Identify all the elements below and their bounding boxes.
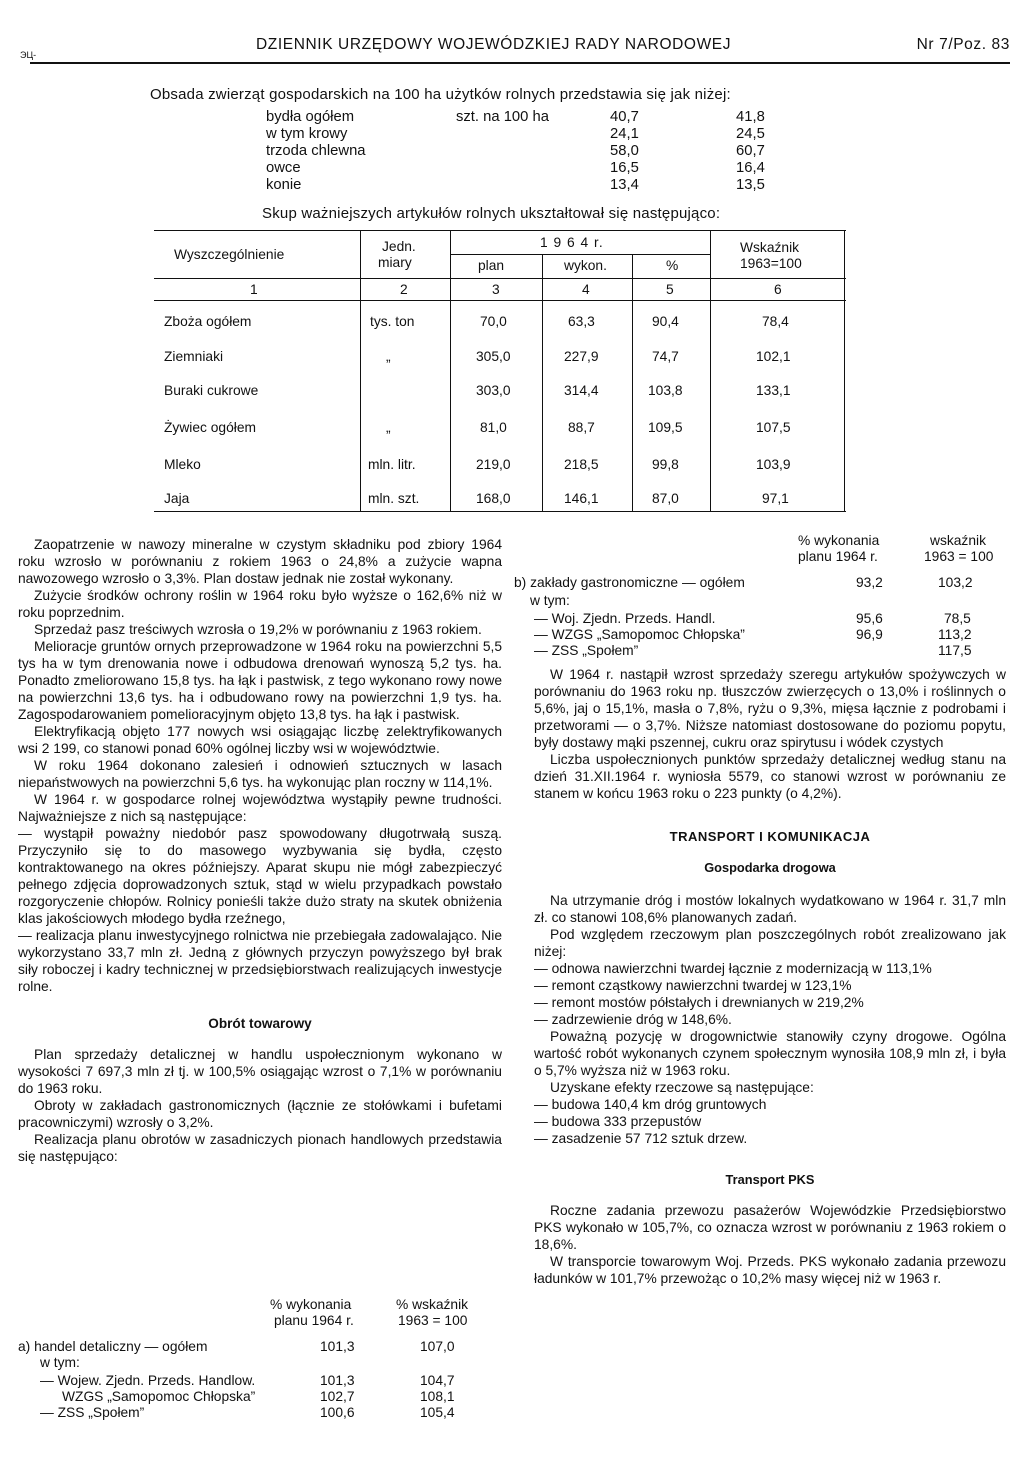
row-name: Ziemniaki: [164, 349, 224, 364]
row-pct: 90,4: [652, 314, 679, 329]
livestock-row: [266, 126, 826, 143]
right-column: [534, 666, 1006, 1287]
issue-number: Nr 7/Poz. 83: [916, 36, 1010, 53]
livestock-value: 13,4: [610, 177, 639, 193]
paragraph: Zaopatrzenie w nawozy mineralne w czystym składniku pod zbiory 1964 roku wzrosło w porównaniu z rokiem 1963 o 24,8% a zużycie wapna nawozowego wzrosło o 3,3%. Plan dostaw jednak nie został wykonany.: [18, 537, 502, 586]
row-index: 97,1: [762, 491, 789, 506]
livestock-value: 58,0: [610, 143, 639, 159]
livestock-value: 60,7: [736, 143, 765, 159]
row-name: Żywiec ogółem: [164, 420, 257, 435]
header-unit: miary: [378, 255, 412, 270]
list-item: — wystąpił poważny niedobór pasz spowodowany długotrwałą suszą. Przyczyniło się to do masowego wyzbywania się bydła, często kontraktowanego na okres późniejszy. Aparat skupu nie mógł zabezpieczyć pełnego zdjęcia doprowadzonych sztuk, stąd w wielu przypadkach powstało rozgoryczenie chłopów. Rolnicy ponieśli także dużo straty na skutek obniżenia klas jakościowych młodego bydła rzeźnego,: [18, 826, 502, 926]
paragraph: Liczba uspołecznionych punktów sprzedaży detalicznej według stanu na dzień 31.XII.1964 r. wyniosła 5579, co stanowi wzrost w porównaniu ze stanem w końcu 1963 roku o 223 punkty (o 4,2%).: [534, 752, 1006, 801]
table-cell: 78,5: [944, 611, 971, 626]
livestock-row: [266, 177, 826, 194]
row-index: 133,1: [756, 383, 791, 398]
row-exec: 218,5: [564, 457, 599, 472]
row-index: 107,5: [756, 420, 791, 435]
corner-mark: ЭЦ-: [20, 50, 37, 60]
livestock-intro: Obsada zwierząt gospodarskich na 100 ha użytków rolnych przedstawia się jak niżej:: [150, 86, 731, 103]
row-exec: 63,3: [568, 314, 595, 329]
table-cell: 95,6: [856, 611, 883, 626]
column-number: 2: [400, 282, 408, 297]
row-name: Mleko: [164, 457, 201, 472]
table-cell: 101,3: [320, 1339, 355, 1354]
paragraph: Melioracje gruntów ornych przeprowadzone w 1964 roku na powierzchni 5,5 tys ha w tym drenowania nowe i odbudowa drenowań wynoszą 5,2 tys. ha. Ponadto zmeliorowano 15,8 tys. ha łąk i pastwisk, z tego wykonano rowy nowe na powierzchni 13,6 tys. ha i odbudowano rowy na powierzchni 1,9 tys. ha. Zagospodarowaniem pomelioracyjnym objęto 13,8 tys. ha łąk i pastwisk.: [18, 639, 502, 722]
paragraph: W transporcie towarowym Woj. Przeds. PKS wykonało zadania przewozu ładunków w 101,7% przewożąc o 10,2% masy więcej niż w 1963 r.: [534, 1254, 1006, 1286]
purchase-intro: Skup ważniejszych artykułów rolnych ukształtował się następująco:: [262, 205, 721, 222]
list-item: — zasadzenie 57 712 sztuk drzew.: [534, 1131, 748, 1146]
table-rule: [450, 254, 710, 255]
row-name: Jaja: [164, 491, 190, 506]
table-cell: 101,3: [320, 1373, 355, 1388]
table-cell: 93,2: [856, 575, 883, 590]
paragraph: Pod względem rzeczowym plan poszczególnych robót zrealizowano jak niżej:: [534, 927, 1006, 959]
paragraph: Obroty w zakładach gastronomicznych (łącznie ze stołówkami i bufetami pracowniczymi) wzrosły o 3,2%.: [18, 1098, 502, 1130]
row-unit: „: [386, 349, 391, 364]
column-number: 4: [582, 282, 590, 297]
row-index: 78,4: [762, 314, 789, 329]
table-cell: 103,2: [938, 575, 973, 590]
livestock-value: 16,4: [736, 160, 765, 176]
livestock-value: 24,5: [736, 126, 765, 142]
row-plan: 81,0: [480, 420, 507, 435]
paragraph: Elektryfikacją objęto 177 nowych wsi osiągając liczbę zelektryfikowanych wsi 2 199, co stanowi ponad 60% ogólnej liczby wsi w województwie.: [18, 724, 502, 756]
table-row-label: w tym:: [40, 1355, 80, 1370]
paragraph: Zużycie środków ochrony roślin w 1964 roku było wyższe o 162,6% niż w roku poprzednim.: [18, 588, 502, 620]
paragraph: Roczne zadania przewozu pasażerów Wojewódzkie Przedsiębiorstwo PKS wykonało w 105,7%, co oznacza wzrost w porównaniu z 1963 rokiem o 18,6%.: [534, 1203, 1006, 1252]
livestock-label: trzoda chlewna: [266, 143, 366, 159]
livestock-table: [266, 109, 826, 194]
list-item: — remont cząstkowy nawierzchni twardej w 123,1%: [534, 978, 852, 993]
livestock-row: [266, 160, 826, 177]
table-row-label: — Woj. Zjedn. Przeds. Handl.: [534, 611, 716, 626]
header-year: 1 9 6 4 r.: [540, 235, 604, 250]
table-cell: 102,7: [320, 1389, 355, 1404]
row-unit: mln. szt.: [368, 491, 420, 506]
paragraph: Uzyskane efekty rzeczowe są następujące:: [550, 1080, 814, 1095]
journal-title: DZIENNIK URZĘDOWY WOJEWÓDZKIEJ RADY NARODOWEJ: [256, 36, 732, 53]
list-item: — zadrzewienie dróg w 148,6%.: [534, 1012, 732, 1027]
header-index: 1963=100: [740, 256, 802, 271]
retail-table: [18, 1296, 502, 1420]
table-cell: 104,7: [420, 1373, 455, 1388]
table-row-label: — ZSS „Społem”: [40, 1405, 145, 1420]
column-header: 1963 = 100: [398, 1313, 468, 1328]
row-name: Zboża ogółem: [164, 314, 252, 329]
livestock-label: owce: [266, 160, 301, 176]
column-header: 1963 = 100: [924, 549, 994, 564]
table-rule: [710, 230, 711, 512]
row-unit: mln. litr.: [368, 457, 416, 472]
table-rule: [632, 254, 633, 512]
column-header: planu 1964 r.: [798, 549, 878, 564]
table-cell: 96,9: [856, 627, 883, 642]
paragraph: Na utrzymanie dróg i mostów lokalnych wydatkowano w 1964 r. 31,7 mln zł. co stanowi 108,6% planowanych zadań.: [534, 893, 1006, 925]
row-pct: 103,8: [648, 383, 683, 398]
row-index: 102,1: [756, 349, 791, 364]
list-item: — budowa 333 przepustów: [534, 1114, 702, 1129]
gastronomy-table: [514, 532, 1008, 674]
row-unit: tys. ton: [370, 314, 415, 329]
row-plan: 219,0: [476, 457, 511, 472]
table-rule: [542, 254, 543, 512]
row-pct: 99,8: [652, 457, 679, 472]
table-row-label: w tym:: [530, 593, 570, 608]
column-number: 5: [666, 282, 674, 297]
header-index: Wskaźnik: [740, 240, 800, 255]
livestock-value: 16,5: [610, 160, 639, 176]
paragraph: Realizacja planu obrotów w zasadniczych pionach handlowych przedstawia się następująco:: [18, 1132, 502, 1164]
column-header: % wykonania: [798, 533, 880, 548]
subsection-heading: Transport PKS: [725, 1172, 815, 1187]
table-rule: [154, 511, 846, 512]
table-cell: 100,6: [320, 1405, 355, 1420]
table-row-label: — WZGS „Samopomoc Chłopska”: [534, 627, 745, 642]
list-item: — realizacja planu inwestycyjnego rolnictwa nie przebiegała zadowalająco. Nie wykorzystano 33,7 mln zł. Jedną z głównych przyczyn powyższego był brak siły roboczej i kadry technicznej w przedsiębiorstwach realizujących inwestycje rolne.: [18, 928, 502, 994]
header-spec: Wyszczególnienie: [174, 247, 285, 262]
row-pct: 109,5: [648, 420, 683, 435]
table-cell: 105,4: [420, 1405, 455, 1420]
header-rule: [30, 62, 1010, 64]
row-exec: 227,9: [564, 349, 599, 364]
livestock-unit: szt. na 100 ha: [456, 109, 549, 125]
row-exec: 146,1: [564, 491, 599, 506]
paragraph: Sprzedaż pasz treściwych wzrosła o 19,2% w porównaniu z 1963 rokiem.: [34, 622, 482, 637]
subsection-heading: Gospodarka drogowa: [704, 860, 836, 875]
header-exec: wykon.: [564, 258, 607, 273]
row-plan: 305,0: [476, 349, 511, 364]
table-rule: [154, 278, 846, 279]
table-rule: [360, 230, 361, 512]
paragraph: W 1964 r. nastąpił wzrost sprzedaży szeregu artykułów spożywczych w porównaniu do 1963 roku np. tłuszczów zwierzęcych o 13,0% i roślinnych o 5,6%, jaj o 15,1%, masła o 7,8%, ryżu o 9,3%, mięsa łącznie z podrobami i przetworami — o 3,7%. Niższe natomiast dostosowane do poziomu popytu, były dostawy mąki pszennej, cukru oraz spirytusu i wódek czystych: [534, 667, 1006, 750]
column-header: % wskaźnik: [396, 1297, 469, 1312]
livestock-row: [266, 109, 826, 126]
left-column: [18, 536, 502, 1165]
row-index: 103,9: [756, 457, 791, 472]
row-exec: 88,7: [568, 420, 595, 435]
purchase-table: [154, 230, 846, 512]
list-item: — budowa 140,4 km dróg gruntowych: [534, 1097, 767, 1112]
livestock-label: bydła ogółem: [266, 109, 355, 125]
row-pct: 87,0: [652, 491, 679, 506]
list-item: — remont mostów półstałych i drewnianych w 219,2%: [534, 995, 864, 1010]
livestock-value: 13,5: [736, 177, 765, 193]
table-rule: [154, 300, 846, 301]
row-name: Buraki cukrowe: [164, 383, 259, 398]
header-unit: Jedn.: [382, 239, 416, 254]
paragraph: Plan sprzedaży detalicznej w handlu uspołecznionym wykonano w wysokości 7 697,3 mln zł tj. w 100,5% osiągając wzrost o 7,1% w porównaniu do 1963 roku.: [18, 1047, 502, 1096]
row-unit: „: [386, 420, 391, 435]
table-row-label: b) zakłady gastronomiczne — ogółem: [514, 575, 745, 590]
table-cell: 117,5: [938, 643, 972, 658]
column-header: wskaźnik: [930, 533, 986, 548]
row-plan: 303,0: [476, 383, 511, 398]
table-rule: [154, 230, 846, 231]
paragraph: W 1964 r. w gospodarce rolnej województwa wystąpiły pewne trudności. Najważniejsze z nich są następujące:: [18, 792, 502, 824]
section-heading: TRANSPORT I KOMUNIKACJA: [669, 829, 871, 844]
column-header: planu 1964 r.: [274, 1313, 354, 1328]
column-number: 1: [250, 282, 258, 297]
column-header: % wykonania: [270, 1297, 352, 1312]
table-row-label: — Wojew. Zjedn. Przeds. Handlow.: [40, 1373, 256, 1388]
livestock-label: w tym krowy: [266, 126, 348, 142]
livestock-value: 40,7: [610, 109, 639, 125]
row-plan: 168,0: [476, 491, 511, 506]
table-rule: [450, 230, 451, 512]
table-row-label: — ZSS „Społem”: [534, 643, 639, 658]
livestock-row: [266, 143, 826, 160]
table-row-label: WZGS „Samopomoc Chłopska”: [62, 1389, 256, 1404]
table-row-label: a) handel detaliczny — ogółem: [18, 1339, 208, 1354]
paragraph: W roku 1964 dokonano zalesień i odnowień sztucznych w lasach niepaństwowych na powierzchni 5,6 tys. ha wykonując plan roczny w 114,1%.: [18, 758, 502, 790]
column-number: 3: [492, 282, 500, 297]
column-number: 6: [774, 282, 782, 297]
livestock-label: konie: [266, 177, 302, 193]
header-plan: plan: [478, 258, 505, 273]
row-plan: 70,0: [480, 314, 507, 329]
row-exec: 314,4: [564, 383, 599, 398]
list-item: — odnowa nawierzchni twardej łącznie z modernizacją w 113,1%: [534, 961, 932, 976]
table-cell: 107,0: [420, 1339, 455, 1354]
section-heading: Obrót towarowy: [208, 1016, 312, 1031]
row-pct: 74,7: [652, 349, 679, 364]
header-pct: %: [666, 258, 679, 273]
table-cell: 113,2: [938, 627, 972, 642]
table-rule: [844, 230, 845, 512]
table-cell: 108,1: [420, 1389, 455, 1404]
livestock-value: 24,1: [610, 126, 639, 142]
paragraph: Poważną pozycję w drogownictwie stanowiły czyny drogowe. Ogólna wartość robót wykonanych czynem społecznym wynosiła 108,9 mln zł, i była o 5,7% wyższa niż w 1963 roku.: [534, 1029, 1006, 1078]
livestock-value: 41,8: [736, 109, 765, 125]
